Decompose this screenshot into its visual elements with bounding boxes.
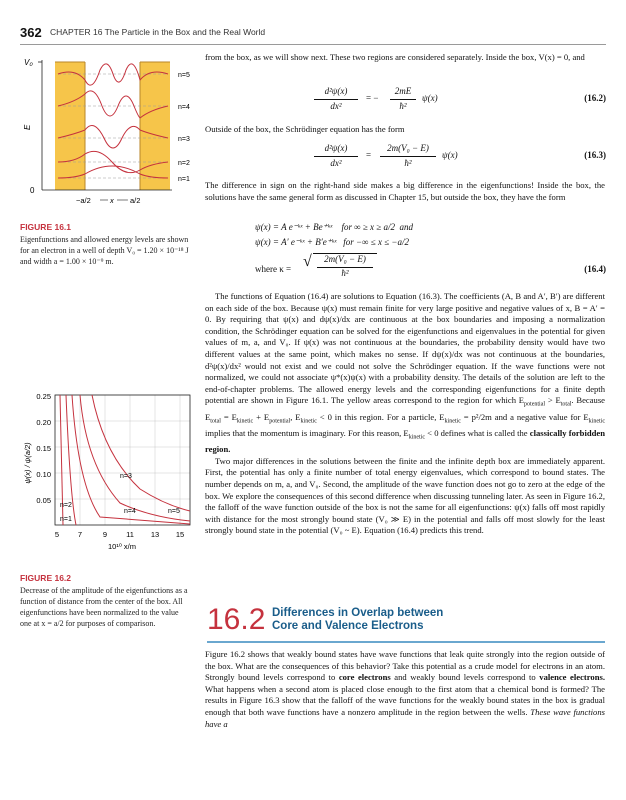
x-tick-label: 9	[102, 530, 108, 539]
right-wall	[140, 62, 170, 190]
figure-16-2-title: FIGURE 16.2	[20, 573, 72, 583]
paragraph-3: Two major differences in the solutions between the finite and the infinite depth box are immediately apparent. First, the potential has only a finite number of total energy eigenvalues, which correspond to bound states. The number depends on m, a, and V₀. Second, the amplitude of the wave function does not go to zero at the edge of the box. We explore the consequences of this second difference when discussing tunneling later. As seen in Figure 16.2, the falloff of the wave function outside of the box is not the same for all eigenfunctions: ψ(x) falls off most rapidly with distance for the most strongly bound state (V₀ ≫ E) in the potential and falls off most slowly for the least strongly bound state in the potential (V₀ ~ E). Equation (16.4) predicts this trend.	[205, 455, 605, 536]
figure-16-1-plot	[20, 50, 205, 220]
x-right-label: a/2	[130, 196, 141, 205]
level-label: n=4	[178, 104, 190, 111]
running-head: CHAPTER 16 The Particle in the Box and the Real World	[50, 27, 266, 37]
x-tick-label: 7	[77, 530, 83, 539]
y-tick-label: 0.25	[36, 392, 51, 401]
x-axis-label: 10¹⁰ x/m	[107, 542, 137, 551]
outside-text: Outside of the box, the Schrödinger equation has the form	[205, 124, 405, 134]
intro-text: from the box, as we will show next. These two regions are considered separately. Inside the box, V(x) = 0, and	[205, 52, 585, 62]
section-number: 16.2	[207, 603, 266, 636]
y-tick-label: 0.15	[36, 444, 51, 453]
x-mid-label: x	[110, 196, 114, 205]
paragraph-2: The functions of Equation (16.4) are solutions to Equation (16.3). The coefficients (A, B and A′, B′) are different on each side of the box. Because ψ(x) must remain finite for very large positive and negative values of x, B = A′ = 0. By requiring that ψ(x) and dψ(x)/dx are continuous at the box boundaries and imposing a normalization condition, the Schrödinger equation can be solved for the eigenfunctions and eigenvalues in the potential for given values of m, a, and V₀. If ψ(x) was not continuous at the boundaries, the probability density would have two different values at the same point, which makes no sense. If dψ(x)/dx was not continuous at the boundaries, d²ψ(x)/dx² would not exist and we could not solve the Schrödinger equation. If the wave functions were not normalized, we could not associate ψ*(x)ψ(x) with a probability density. The details of the solution are left to the end-of-chapter problems. The allowed energy levels and the corresponding eigenfunctions for a finite depth potential are shown in Figure 16.1. The yellow areas correspond to the region for which $E_{potential} > E_{total}$. Because $E_{total} = E_{kinetic} + E_{potential}$, $E_{kinetic} < 0$ in this region. For a particle, $E_{kinetic} = p^2/2m$ and a negative value for $E_{kinetic}$ implies that the momentum is imaginary. For this reason, $E_{kinetic} < 0$ defines what is called the classically forbidden region. Two major differences in the solutions between the finite and the infinite depth box are immediately apparent. First, the potential has only a finite number of total energy eigenvalues, which correspond to bound states. The number depends on m, a, and V₀. Second, the amplitude of the wave function does not go to zero at the edge of the box. We explore the consequences of this second difference when discussing tunneling later. As seen in Figure 16.2, the falloff of the wave function outside of the box is not the same for all eigenfunctions: ψ(x) falls off most rapidly with distance for the most strongly bound state (V₀ ≫ E) in the potential and falls off most slowly for the least strongly bound state in the potential (V₀ ~ E). Equation (16.4) predicts this trend.	[205, 291, 605, 536]
y-tick-label: 0.05	[36, 496, 51, 505]
curve-label: n=2	[60, 502, 72, 509]
level-label: n=2	[178, 160, 190, 167]
x-tick-label: 11	[126, 530, 134, 539]
section-title: Differences in Overlap between Core and Valence Electrons	[272, 607, 444, 632]
v0-label: V₀	[24, 58, 33, 67]
curve-label: n=5	[168, 508, 180, 515]
x-left-label: −a/2	[76, 196, 91, 205]
left-wall	[55, 62, 85, 190]
header-rule	[20, 44, 606, 45]
figure-16-2-caption: Decrease of the amplitude of the eigenfunctions as a function of distance from the center of the box. All eigenfunctions have been normalized to the value one at x = a/2 for purposes of comparison.	[20, 586, 188, 628]
paragraph-1: The difference in sign on the right-hand side makes a big difference in the eigenfunctions! Inside the box, the solutions have the same general form as discussed in Chapter 15, but outside the box, they have the form	[205, 180, 605, 202]
section-rule	[207, 641, 605, 643]
equation-16-3: d²ψ(x) dx² = 2m(V₀ − E) ħ² ψ(x) (16.3)	[310, 143, 606, 177]
level-label: n=3	[178, 136, 190, 143]
x-tick-label: 15	[175, 530, 185, 539]
curve-label: n=4	[124, 508, 136, 515]
figure-16-2-plot	[20, 385, 205, 565]
figure-16-1-title: FIGURE 16.1	[20, 222, 72, 232]
y-axis-label: ψ(x) / ψ(a/2)	[23, 442, 32, 484]
level-label: n=5	[178, 72, 190, 79]
x-tick-label: 5	[54, 530, 60, 539]
figure-16-1-caption: Eigenfunctions and allowed energy levels are shown for an electron in a well of depth V₀ = 1.20 × 10⁻¹⁸ J and width a = 1.00 × 10⁻⁹ m.	[20, 235, 189, 266]
y-tick-label: 0.20	[36, 418, 51, 427]
page-number: 362	[20, 25, 42, 40]
curve-label: n=3	[120, 473, 132, 480]
energy-axis-label: E	[23, 124, 32, 130]
curve-label: n=1	[60, 516, 72, 523]
x-tick-label: 13	[150, 530, 160, 539]
equation-16-4: ψ(x) = A e⁻ᵏˣ + Be⁺ᵏˣ for ∞ ≥ x ≥ a/2 and ψ(x) = A′ e⁻ᵏˣ + B′e⁺ᵏˣ for −∞ ≤ x ≤ −a/2 where κ = √ 2m(V₀ − E) ħ² (16.4)	[255, 222, 606, 278]
y-tick-label: 0.10	[36, 470, 51, 479]
zero-label: 0	[30, 186, 35, 195]
level-label: n=1	[178, 176, 190, 183]
paragraph-4: Figure 16.2 shows that weakly bound states have wave functions that leak quite strongly into the region outside of the box. What are the consequences of this behavior? Take this potential as a crude model for electrons in an atom. Strongly bound levels correspond to core electrons and weakly bound levels correspond to valence electrons. What happens when a second atom is placed close enough to the first atom that a chemical bond is formed? The results in Figure 16.3 show that the falloff of the wave functions for the weakly bound states in the box is gradual enough that both wave functions have a nonzero amplitude in the region between the wells. These wave functions have a	[205, 649, 605, 729]
equation-16-2: d²ψ(x) dx² = − 2mE ħ² ψ(x) (16.2)	[310, 86, 606, 120]
